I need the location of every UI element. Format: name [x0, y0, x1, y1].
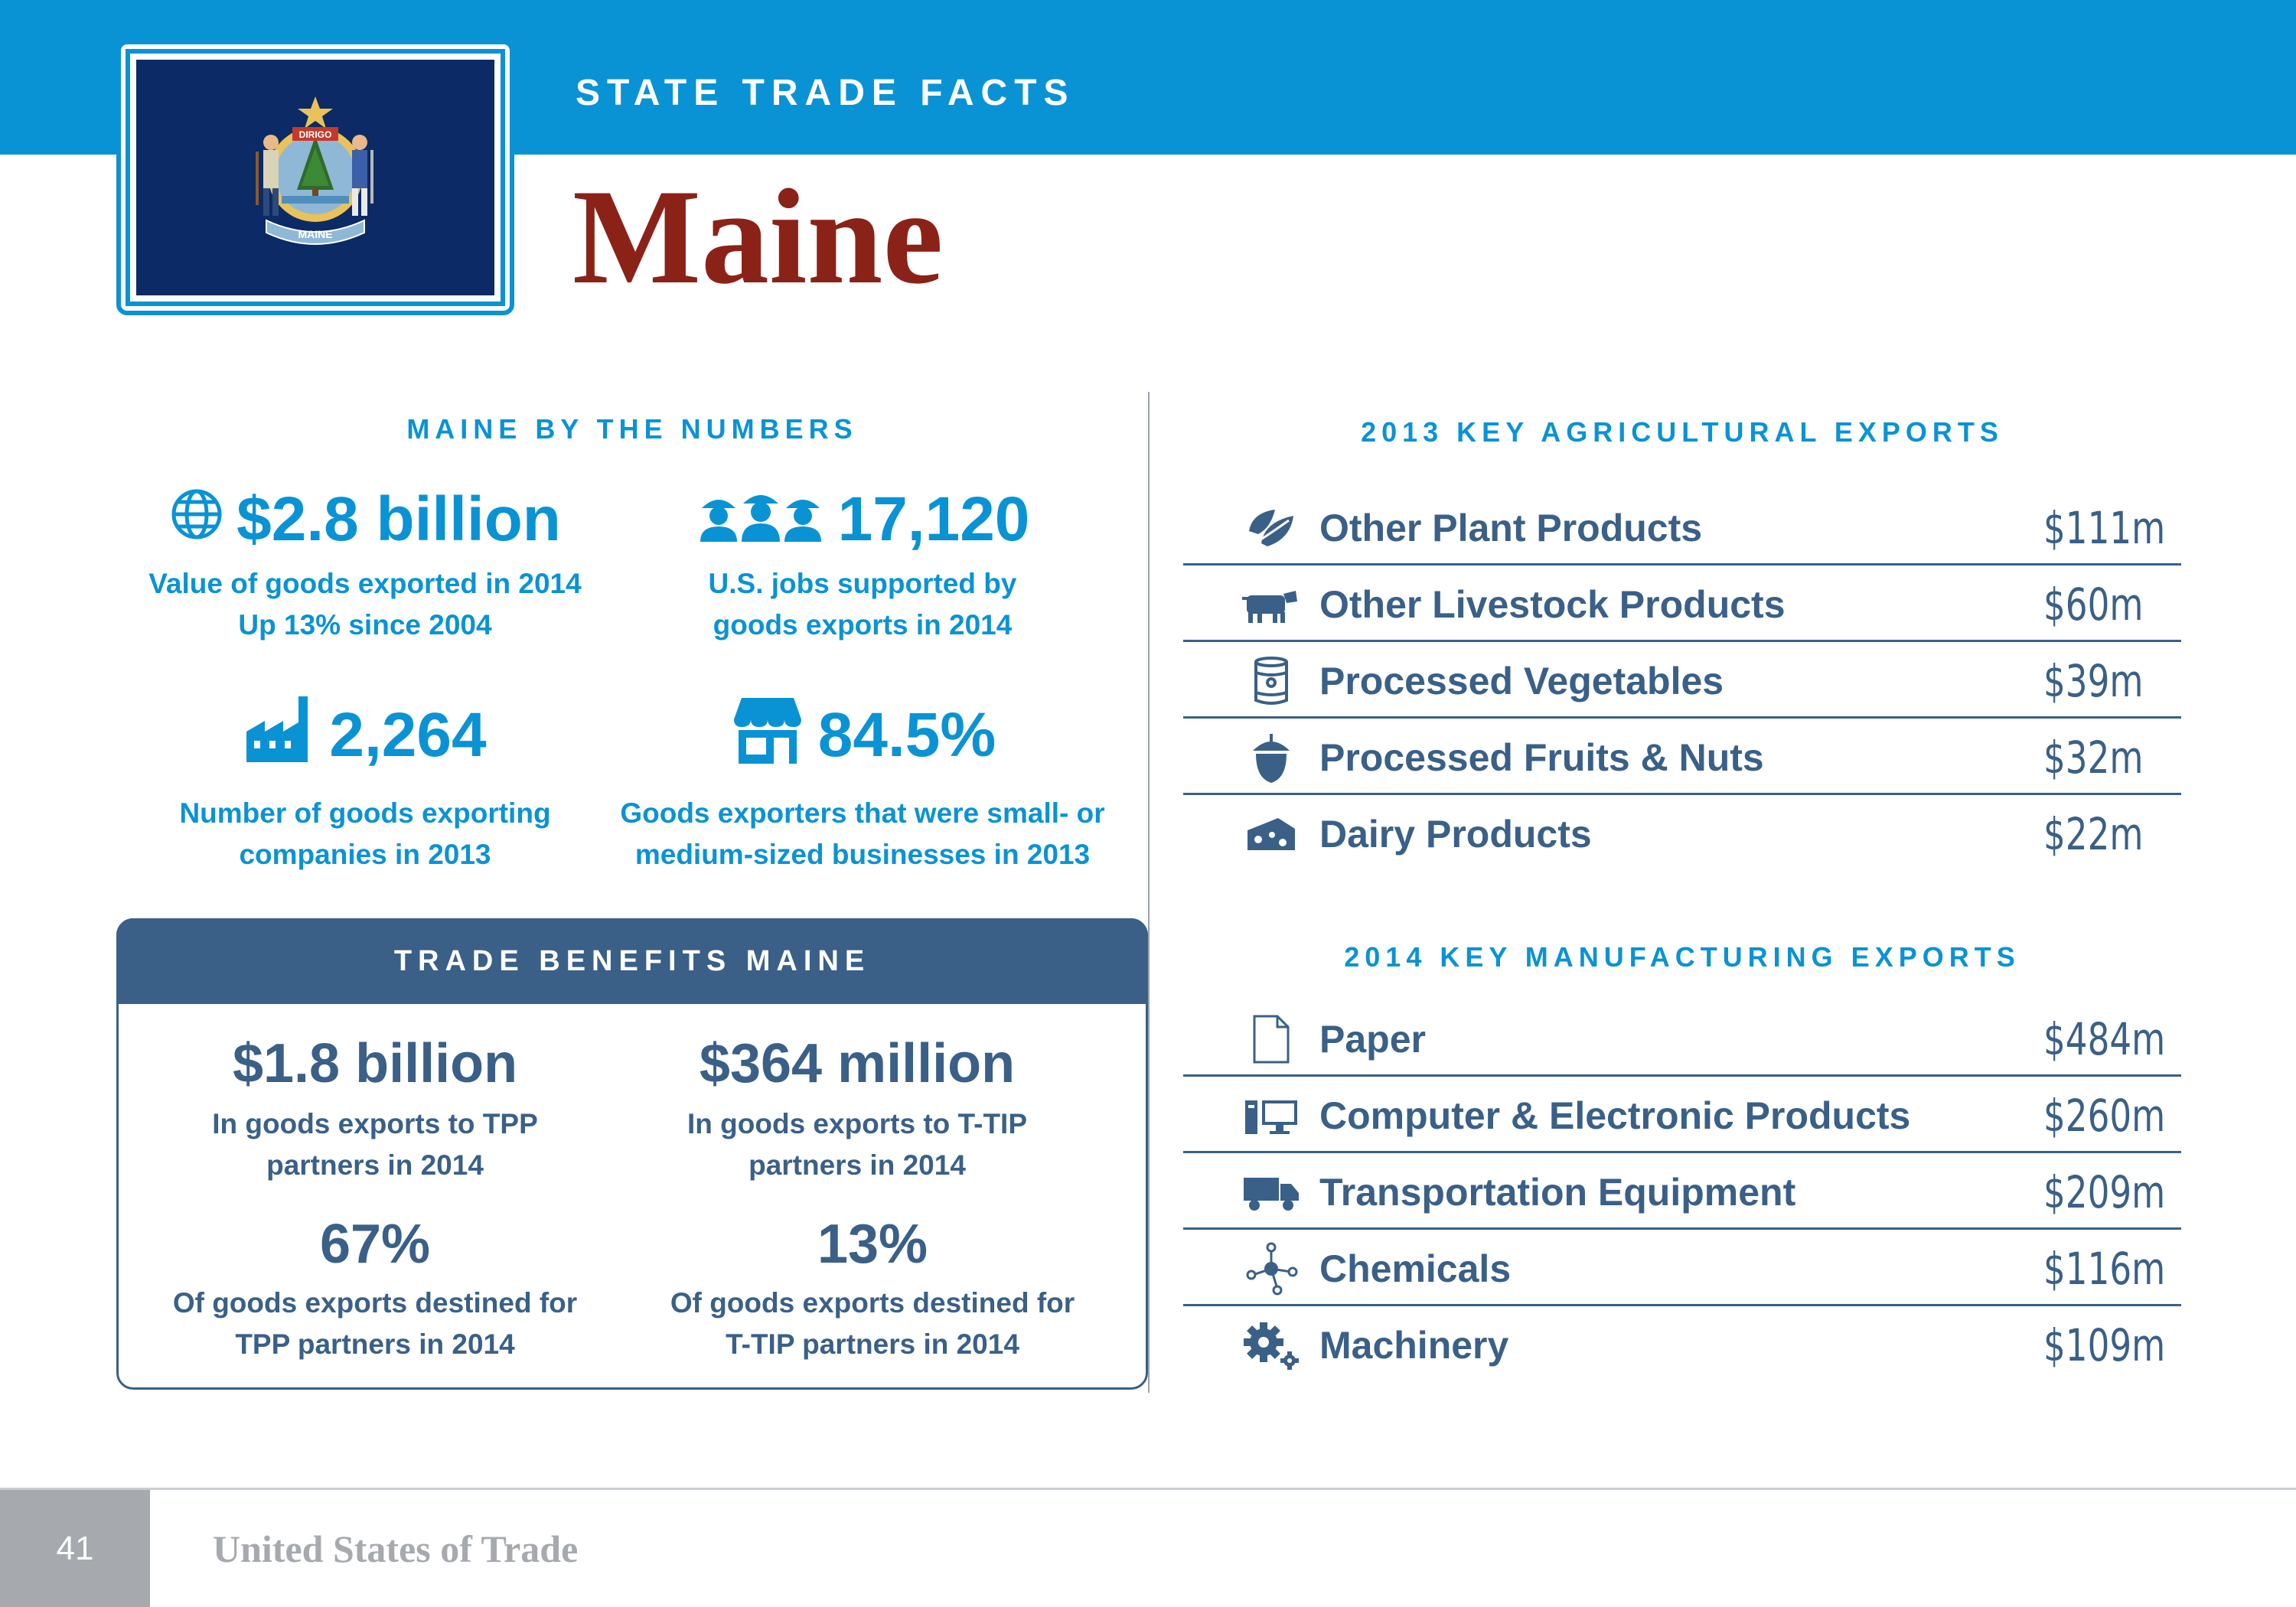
footer-title: United States of Trade	[213, 1527, 579, 1570]
row-divider	[1183, 716, 2181, 719]
mfg-row	[1183, 1001, 2181, 1077]
agricultural-heading: 2013 KEY AGRICULTURAL EXPORTS	[1361, 416, 2004, 448]
state-seal-icon	[136, 60, 494, 295]
benefit-ttip-share	[628, 1214, 1117, 1365]
stat-value: 84.5%	[817, 700, 996, 770]
computer-icon	[1238, 1089, 1304, 1143]
benefit-description: In goods exports to TPP partners in 2014	[212, 1108, 538, 1181]
stat-exports-value	[116, 484, 614, 646]
export-name: Other Livestock Products	[1319, 583, 1786, 626]
export-value: $111m	[2043, 502, 2166, 554]
stat-small-business	[614, 693, 1111, 875]
trade-benefits-heading: TRADE BENEFITS MAINE	[116, 918, 1148, 1004]
row-divider	[1183, 1151, 2181, 1153]
stat-value: 2,264	[329, 700, 487, 770]
truck-icon	[1238, 1165, 1304, 1219]
export-name: Chemicals	[1319, 1247, 1512, 1290]
flag-banner: MAINE	[298, 228, 333, 240]
benefit-description: Of goods exports destined for T-TIP partners in 2014	[670, 1287, 1075, 1360]
ag-row	[1183, 719, 2181, 796]
factory-icon	[243, 693, 317, 777]
row-divider	[1183, 640, 2181, 642]
stat-value: 17,120	[837, 484, 1030, 554]
export-value: $32m	[2043, 732, 2144, 784]
manufacturing-heading: 2014 KEY MANUFACTURING EXPORTS	[1344, 941, 2020, 973]
benefit-ttip-value	[612, 1033, 1102, 1186]
page-number: 41	[0, 1490, 150, 1607]
export-name: Machinery	[1319, 1324, 1509, 1367]
export-value: $109m	[2043, 1319, 2166, 1371]
stat-description: Goods exporters that were small- or medium-sized businesses in 2013	[620, 797, 1105, 870]
row-divider	[1183, 1227, 2181, 1230]
footer-rule	[0, 1488, 2296, 1490]
benefit-value: $1.8 billion	[232, 1033, 518, 1094]
workers-icon	[696, 487, 826, 553]
export-value: $116m	[2043, 1243, 2166, 1295]
paper-icon	[1238, 1012, 1304, 1066]
export-value: $484m	[2043, 1013, 2166, 1065]
leaf-icon	[1238, 501, 1304, 555]
ag-row	[1183, 796, 2181, 872]
molecule-icon	[1238, 1242, 1304, 1296]
storefront-icon	[729, 693, 806, 777]
gears-icon	[1238, 1319, 1304, 1372]
stat-companies	[116, 693, 614, 875]
export-value: $60m	[2043, 579, 2144, 631]
acorn-icon	[1238, 731, 1304, 784]
stat-description: Number of goods exporting companies in 2013	[179, 797, 551, 870]
stat-description: Value of goods exported in 2014 Up 13% since 2004	[148, 568, 582, 641]
export-name: Processed Fruits & Nuts	[1319, 736, 1764, 779]
export-name: Dairy Products	[1319, 813, 1592, 856]
ag-row	[1183, 490, 2181, 566]
row-divider	[1183, 793, 2181, 795]
benefit-value: $364 million	[699, 1033, 1016, 1094]
benefit-description: Of goods exports destined for TPP partners in 2014	[172, 1287, 578, 1360]
row-divider	[1183, 1074, 2181, 1077]
benefit-value: 13%	[817, 1214, 928, 1275]
export-name: Transportation Equipment	[1319, 1171, 1796, 1214]
page-title: Maine	[572, 161, 944, 312]
benefit-description: In goods exports to T-TIP partners in 2014	[687, 1108, 1027, 1181]
export-value: $39m	[2043, 655, 2144, 707]
benefit-tpp-share	[130, 1214, 620, 1365]
stat-jobs	[614, 484, 1111, 646]
export-name: Processed Vegetables	[1319, 660, 1724, 702]
can-icon	[1238, 654, 1304, 708]
mfg-row	[1183, 1077, 2181, 1154]
export-value: $260m	[2043, 1090, 2166, 1142]
cow-icon	[1238, 578, 1304, 631]
cheese-icon	[1238, 807, 1304, 861]
column-divider	[1148, 392, 1150, 1393]
stat-value: $2.8 billion	[236, 484, 561, 554]
export-name: Other Plant Products	[1319, 507, 1703, 549]
benefit-tpp-value	[130, 1033, 620, 1186]
export-value: $22m	[2043, 808, 2144, 860]
numbers-heading: MAINE BY THE NUMBERS	[406, 413, 858, 445]
stat-description: U.S. jobs supported by goods exports in 2014	[708, 568, 1017, 641]
state-flag	[130, 54, 501, 302]
page-kicker: STATE TRADE FACTS	[576, 73, 1075, 113]
ag-row	[1183, 643, 2181, 719]
mfg-row	[1183, 1154, 2181, 1231]
benefit-value: 67%	[319, 1214, 431, 1275]
row-divider	[1183, 563, 2181, 566]
mfg-row	[1183, 1307, 2181, 1384]
export-value: $209m	[2043, 1166, 2166, 1218]
row-divider	[1183, 1304, 2181, 1306]
export-name: Computer & Electronic Products	[1319, 1094, 1911, 1137]
flag-motto: DIRIGO	[298, 129, 332, 140]
export-name: Paper	[1319, 1018, 1426, 1061]
ag-row	[1183, 566, 2181, 643]
mfg-row	[1183, 1231, 2181, 1307]
globe-icon	[169, 487, 224, 553]
